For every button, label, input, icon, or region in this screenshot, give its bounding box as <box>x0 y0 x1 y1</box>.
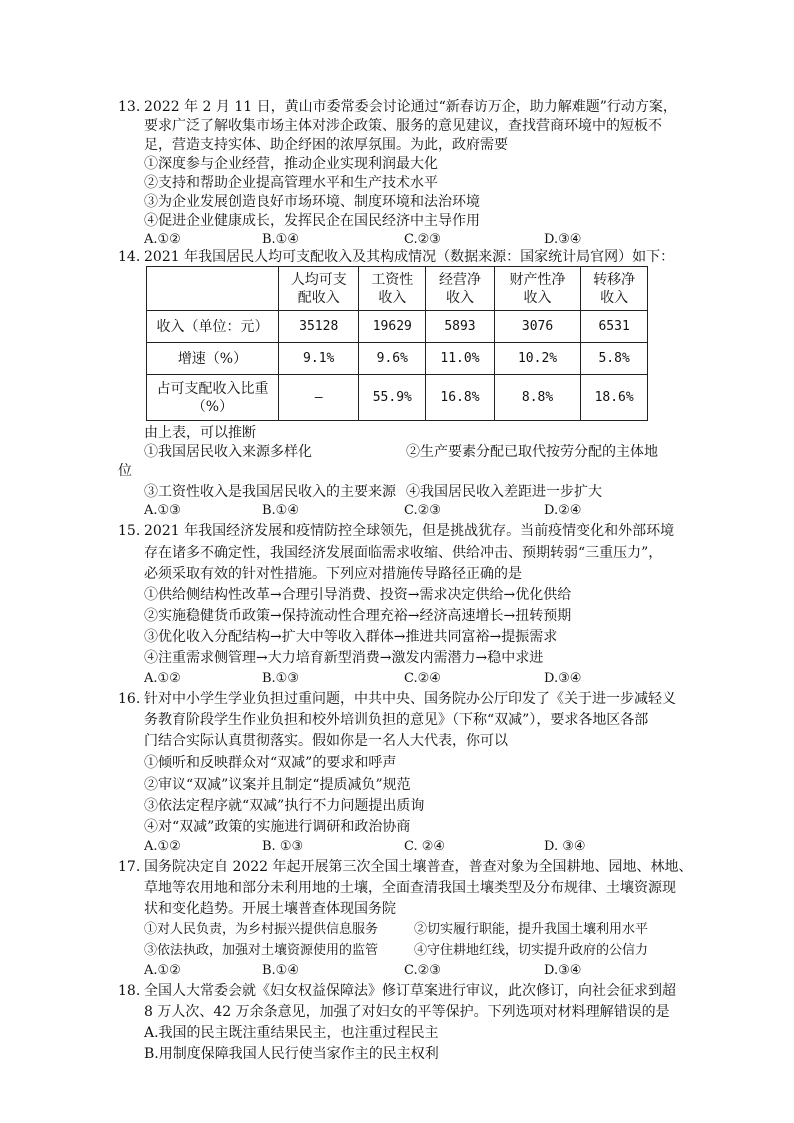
option-a[interactable]: A.①② <box>144 671 181 686</box>
row-label: 收入（单位：元） <box>147 311 279 343</box>
question-number: 15. <box>118 523 141 539</box>
option-a[interactable]: A.①③ <box>144 503 181 518</box>
income-table <box>146 266 648 421</box>
header-line: 财产性净 <box>509 271 566 288</box>
statement-item: ④守住耕地红线，切实提升政府的公信力 <box>414 943 649 958</box>
table-cell: 5.8% <box>581 343 648 375</box>
statement-item: ②生产要素分配已取代按劳分配的主体地 <box>406 444 658 460</box>
question-stem-line: 草地等农用地和部分未利用地的土壤，全面查清我国土壤类型及分布规律、土壤资源现 <box>144 880 676 896</box>
table-cell: 11.0% <box>426 343 495 375</box>
statement-item: ④促进企业健康成长，发挥民企在国民经济中主导作用 <box>144 213 480 229</box>
option-d[interactable]: D. ③④ <box>544 839 586 854</box>
choice-item[interactable]: A.我国的民主既注重结果民主，也注重过程民主 <box>144 1025 439 1041</box>
question-number: 16. <box>118 691 141 707</box>
statement-item: ③工资性收入是我国居民收入的主要来源 <box>144 484 396 500</box>
question-stem-line: 全国人大常委会就《妇女权益保障法》修订草案进行审议，此次修订，向社会征求到超 <box>144 983 676 999</box>
header-line: 收入 <box>445 289 474 306</box>
header-line: 收入 <box>378 289 407 306</box>
option-d[interactable]: D.③④ <box>544 232 582 247</box>
statement-item: ②实施稳健货币政策→保持流动性合理充裕→经济高速增长→扭转预期 <box>144 608 572 624</box>
table-cell: 35128 <box>278 311 359 343</box>
table-cell: 9.1% <box>278 343 359 375</box>
option-d[interactable]: D.②④ <box>544 503 582 518</box>
option-a[interactable]: A.①② <box>144 232 181 247</box>
header-line: 收入 <box>600 289 629 306</box>
table-header-cell <box>494 267 580 311</box>
statement-item: ④我国居民收入差距进一步扩大 <box>406 484 602 500</box>
table-cell: 8.8% <box>494 375 580 421</box>
option-b[interactable]: B.①④ <box>262 232 299 247</box>
statement-item: ①倾听和反映群众对“双减”的要求和呼声 <box>144 755 397 771</box>
statement-item: ④注重需求侧管理→大力培育新型消费→激发内需潜力→稳中求进 <box>144 650 544 666</box>
table-header-cell <box>278 267 359 311</box>
question-stem-line: 务教育阶段学生作业负担和校外培训负担的意见》（下称“双减”），要求各地区各部 <box>144 712 649 728</box>
question-stem-line: 足，营造支持实体、助企纾困的浓厚氛围。为此，政府需要 <box>144 137 508 153</box>
option-b[interactable]: B.①④ <box>262 503 299 518</box>
option-c[interactable]: C.②③ <box>404 232 441 247</box>
row-label: 增速（%） <box>147 343 279 375</box>
table-cell: 3076 <box>494 311 580 343</box>
header-line: 工资性 <box>371 271 414 288</box>
table-cell: 55.9% <box>359 375 426 421</box>
statement-item: ②审议“双减”议案并且制定“提质减负”规范 <box>144 777 411 793</box>
question-number: 18. <box>118 983 141 999</box>
statement-item: ①我国居民收入来源多样化 <box>144 444 312 460</box>
question-stem-line: 状和变化趋势。开展土壤普查体现国务院 <box>144 901 396 917</box>
table-header-cell <box>147 267 279 311</box>
option-c[interactable]: C.②③ <box>404 503 441 518</box>
option-b[interactable]: B.①③ <box>262 671 299 686</box>
option-d[interactable]: D.③④ <box>544 963 582 978</box>
header-line: 配收入 <box>297 289 340 306</box>
statement-item: ③优化收入分配结构→扩大中等收入群体→推进共同富裕→提振需求 <box>144 629 558 645</box>
option-c[interactable]: C.②④ <box>404 671 441 686</box>
table-header-row <box>147 267 648 311</box>
question-stem-line: 2021 年我国经济发展和疫情防控全球领先，但是挑战犹存。当前疫情变化和外部环境 <box>144 523 675 539</box>
question-lead: 由上表，可以推断 <box>144 425 256 441</box>
table-cell: 18.6% <box>581 375 648 421</box>
table-row <box>147 375 648 421</box>
question-stem-line: 2022 年 2 月 11 日，黄山市委常委会讨论通过“新春访万企，助力解难题”行动方案， <box>144 99 677 115</box>
option-c[interactable]: C. ②④ <box>404 839 446 854</box>
statement-item: ①对人民负责，为乡村振兴提供信息服务 <box>144 922 379 937</box>
statement-item: ①深度参与企业经营，推动企业实现利润最大化 <box>144 156 438 172</box>
label-line: 占可支配收入比重 <box>156 380 269 397</box>
question-stem-line: 存在诸多不确定性，我国经济发展面临需求收缩、供给冲击、预期转弱“三重压力”， <box>144 545 663 561</box>
table-row <box>147 311 648 343</box>
option-b[interactable]: B. ①③ <box>262 839 304 854</box>
statement-item: ②切实履行职能，提升我国土壤利用水平 <box>414 922 649 937</box>
statement-item: ②支持和帮助企业提高管理水平和生产技术水平 <box>144 175 438 191</box>
question-stem-line: 要求广泛了解收集市场主体对涉企政策、服务的意见建议，查找营商环境中的短板不 <box>144 118 662 134</box>
option-a[interactable]: A.①② <box>144 839 181 854</box>
question-stem-line: 门结合实际认真贯彻落实。假如你是一名人大代表，你可以 <box>144 733 508 749</box>
row-label <box>147 375 279 421</box>
header-line: 转移净 <box>593 271 636 288</box>
statement-item: ③依法定程序就“双减”执行不力问题提出质询 <box>144 798 425 814</box>
header-line: 收入 <box>523 289 552 306</box>
option-b[interactable]: B.①④ <box>262 963 299 978</box>
table-cell: 9.6% <box>359 343 426 375</box>
table-cell: 16.8% <box>426 375 495 421</box>
statement-item: ③依法执政，加强对土壤资源使用的监管 <box>144 943 379 958</box>
question-stem-line: 国务院决定自 2022 年起开展第三次全国土壤普查，普查对象为全国耕地、园地、林地、 <box>144 859 693 875</box>
table-header-cell <box>359 267 426 311</box>
header-line: 经营净 <box>438 271 481 288</box>
table-header-cell <box>581 267 648 311</box>
table-cell: 6531 <box>581 311 648 343</box>
table-cell: 19629 <box>359 311 426 343</box>
question-number: 13. <box>118 99 141 115</box>
table-row <box>147 343 648 375</box>
statement-item: ①供给侧结构性改革→合理引导消费、投资→需求决定供给→优化供给 <box>144 587 572 603</box>
question-stem-line: 必须采取有效的针对性措施。下列应对措施传导路径正确的是 <box>144 566 522 582</box>
label-line: （%） <box>191 398 234 415</box>
question-stem-line: 8 万人次、42 万余条意见，加强了对妇女的平等保护。下列选项对材料理解错误的是 <box>144 1004 670 1020</box>
header-line: 人均可支 <box>290 271 347 288</box>
question-number: 17. <box>118 859 141 875</box>
question-stem-line: 2021 年我国居民人均可支配收入及其构成情况（数据来源：国家统计局官网）如下： <box>144 249 675 265</box>
table-cell: 10.2% <box>494 343 580 375</box>
choice-item[interactable]: B.用制度保障我国人民行使当家作主的民主权利 <box>144 1046 439 1062</box>
statement-item: ③为企业发展创造良好市场环境、制度环境和法治环境 <box>144 194 480 210</box>
statement-item-wrap: 位 <box>118 463 132 479</box>
table-header-cell <box>426 267 495 311</box>
table-cell: 5893 <box>426 311 495 343</box>
question-number: 14. <box>118 249 141 265</box>
option-d[interactable]: D.③④ <box>544 671 582 686</box>
option-a[interactable]: A.①② <box>144 963 181 978</box>
option-c[interactable]: C.②③ <box>404 963 441 978</box>
table-cell: — <box>278 375 359 421</box>
question-stem-line: 针对中小学生学业负担过重问题，中共中央、国务院办公厅印发了《关于进一步减轻义 <box>144 691 676 707</box>
statement-item: ④对“双减”政策的实施进行调研和政治协商 <box>144 819 411 835</box>
